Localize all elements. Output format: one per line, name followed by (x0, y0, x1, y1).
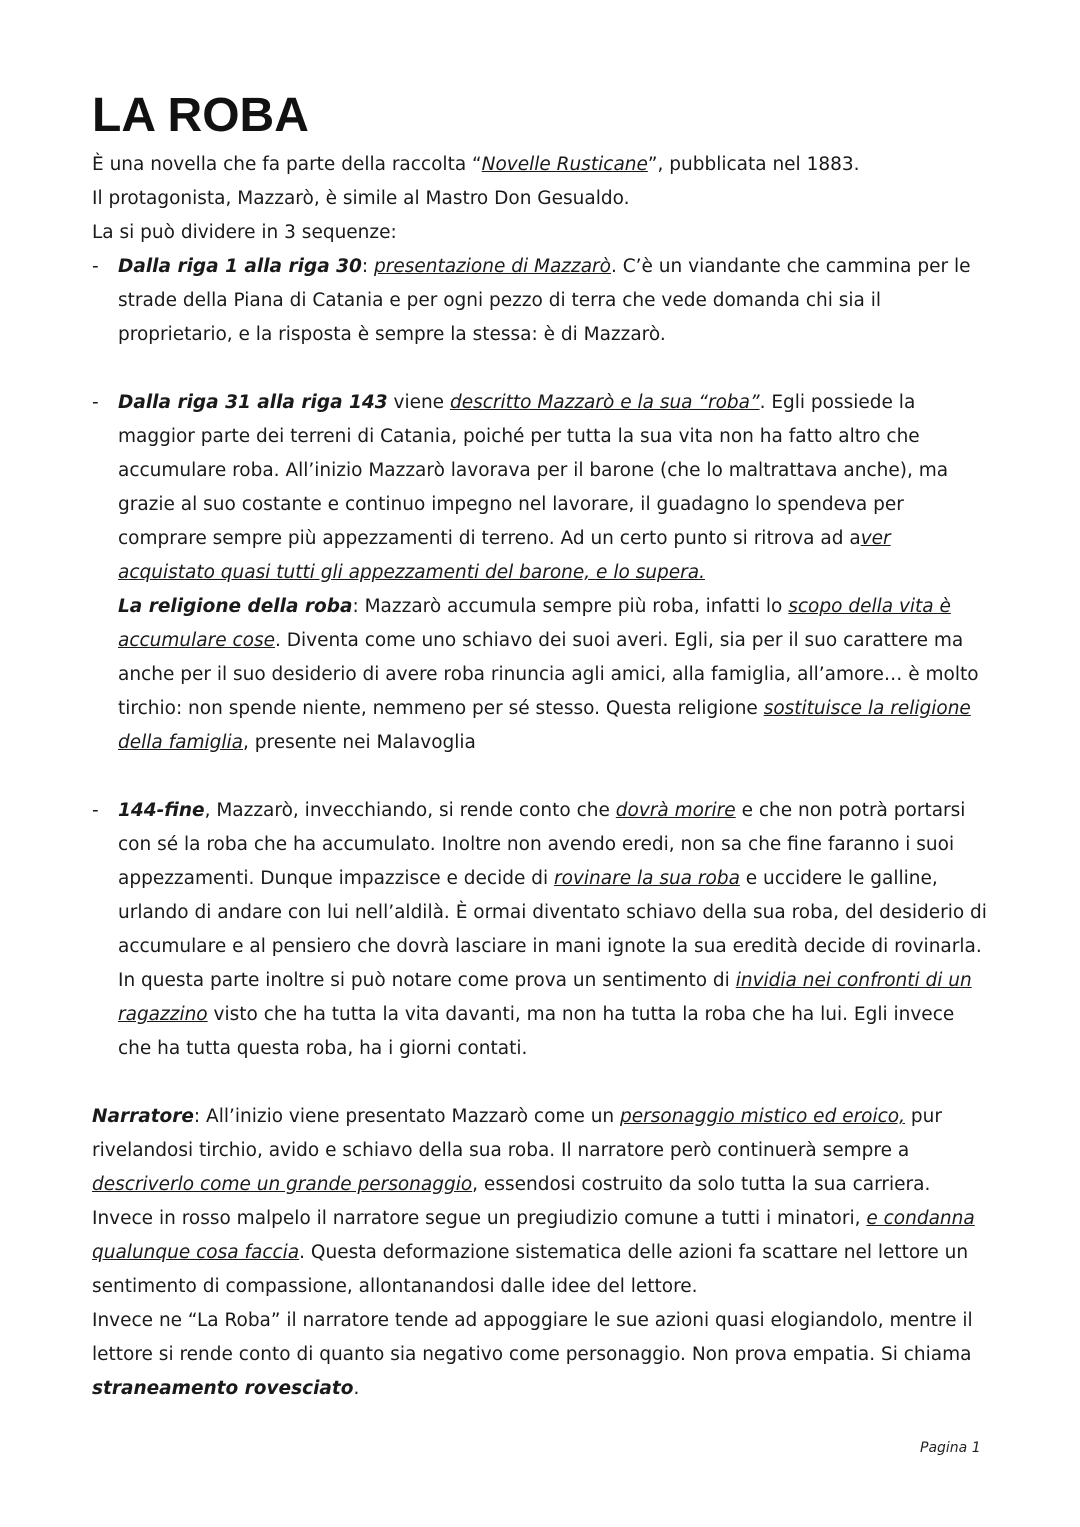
text: : All’inizio viene presentato Mazzarò come un (193, 1106, 621, 1127)
sequence-3 (92, 794, 992, 1066)
intro-line-1 (92, 148, 992, 182)
invidia-paragraph (118, 964, 992, 1066)
intro-line-2: Il protagonista, Mazzarò, è simile al Mastro Don Gesualdo. (92, 188, 630, 209)
narratore-highlight-1: personaggio mistico ed eroico, (620, 1106, 906, 1127)
text: : Mazzarò accumula sempre più roba, infatti lo (352, 596, 789, 617)
page-title: LA ROBA (92, 89, 309, 142)
sequence-3-highlight-2: rovinare la sua roba (554, 868, 740, 889)
text: e che non potrà portarsi con sé la roba che ha accumulato. Inoltre non avendo eredi, non sa che fine faranno i suoi appezzamenti. Dunque impazzisce e decide di (118, 800, 966, 889)
sequence-2-highlight: descritto Mazzarò e la sua “roba” (449, 392, 760, 413)
bullet-dash: - (92, 256, 99, 277)
sequence-1 (92, 250, 992, 352)
narratore-highlight-2: descriverlo come un grande personaggio (92, 1174, 473, 1195)
sequence-2-heading: Dalla riga 31 alla riga 143 (118, 392, 388, 413)
text: : (361, 256, 374, 277)
sequence-3-heading: 144-fine (118, 800, 205, 821)
straniamento-term: straneamento rovesciato (92, 1378, 354, 1399)
narratore-highlight-3: e condanna qualunque cosa faccia (92, 1208, 975, 1263)
text: . C’è un viandante che cammina per le strade della Piana di Catania e per ogni pezzo di terra che vede domanda chi sia il proprietario, e la risposta è sempre la stessa: è di Mazzarò. (118, 256, 971, 345)
religione-heading: La religione della roba (118, 596, 353, 617)
sequence-2 (92, 386, 992, 760)
text: . (353, 1378, 360, 1399)
text: In questa parte inoltre si può notare come prova un sentimento di (118, 970, 736, 991)
religione-highlight-2: sostituisce la religione della famiglia (118, 698, 971, 753)
text: . Diventa come uno schiavo dei suoi averi. Egli, sia per il suo carattere ma anche per il suo desiderio di avere roba rinuncia agli amici, alla famiglia, all’amore… è molto tirchio: non spende niente, nemmeno per sé stesso. Questa religione (118, 630, 979, 719)
religione-paragraph (118, 590, 992, 760)
collection-name: Novelle Rusticane (481, 154, 648, 175)
religione-highlight-1: scopo della vita è accumulare cose (118, 596, 951, 651)
page-number: Pagina 1 (920, 1440, 981, 1456)
straniamento-paragraph (92, 1304, 992, 1406)
narratore-heading: Narratore (92, 1106, 194, 1127)
text: . Questa deformazione sistematica delle azioni fa scattare nel lettore un sentimento di compassione, allontanandosi dalle idee del lettore. (92, 1242, 969, 1297)
document-page (92, 88, 992, 1406)
text: e uccidere le galline, urlando di andare con lui nell’aldilà. È ormai diventato schiavo della sua roba, del desiderio di accumulare e al pensiero che dovrà lasciare in mani ignote la sua eredità decide di rovinarla. (118, 868, 987, 957)
text: . Egli possiede la maggior parte dei terreni di Catania, poiché per tutta la sua vita non ha fatto altro che accumulare roba. All’inizio Mazzarò lavorava per il barone (che lo maltrattava anche), ma grazie al suo costante e continuo impegno nel lavorare, il guadagno lo spendeva per comprare sempre più appezzamenti di terreno. Ad un certo punto si ritrova ad a (118, 392, 949, 549)
sequence-2-highlight-2: ver acquistato quasi tutti gli appezzamenti del barone, e lo supera. (118, 528, 891, 583)
sequence-1-heading: Dalla riga 1 alla riga 30 (118, 256, 362, 277)
text: , essendosi costruito da solo tutta la sua carriera. Invece in rosso malpelo il narratore segue un pregiudizio comune a tutti i minatori, (92, 1174, 931, 1229)
bullet-dash: - (92, 800, 99, 821)
intro-line-3: La si può dividere in 3 sequenze: (92, 222, 397, 243)
text: Invece ne “La Roba” il narratore tende ad appoggiare le sue azioni quasi elogiandolo, mentre il lettore si rende conto di quanto sia negativo come personaggio. Non prova empatia. Si chiama (92, 1310, 973, 1365)
text: , presente nei Malavoglia (243, 732, 476, 753)
text: viene (387, 392, 450, 413)
invidia-highlight: invidia nei confronti di un ragazzino (118, 970, 972, 1025)
sequence-3-highlight-1: dovrà morire (615, 800, 736, 821)
intro-text: ”, pubblicata nel 1883. (647, 154, 860, 175)
sequence-1-highlight: presentazione di Mazzarò (374, 256, 611, 277)
text: , Mazzarò, invecchiando, si rende conto che (204, 800, 616, 821)
intro-text: È una novella che fa parte della raccolta “ (92, 154, 482, 175)
text: pur rivelandosi tirchio, avido e schiavo della sua roba. Il narratore però continuerà sempre a (92, 1106, 942, 1161)
text: visto che ha tutta la vita davanti, ma non ha tutta la roba che ha lui. Egli invece che ha tutta questa roba, ha i giorni contati. (118, 1004, 955, 1059)
narratore-paragraph (92, 1100, 992, 1304)
bullet-dash: - (92, 392, 99, 413)
